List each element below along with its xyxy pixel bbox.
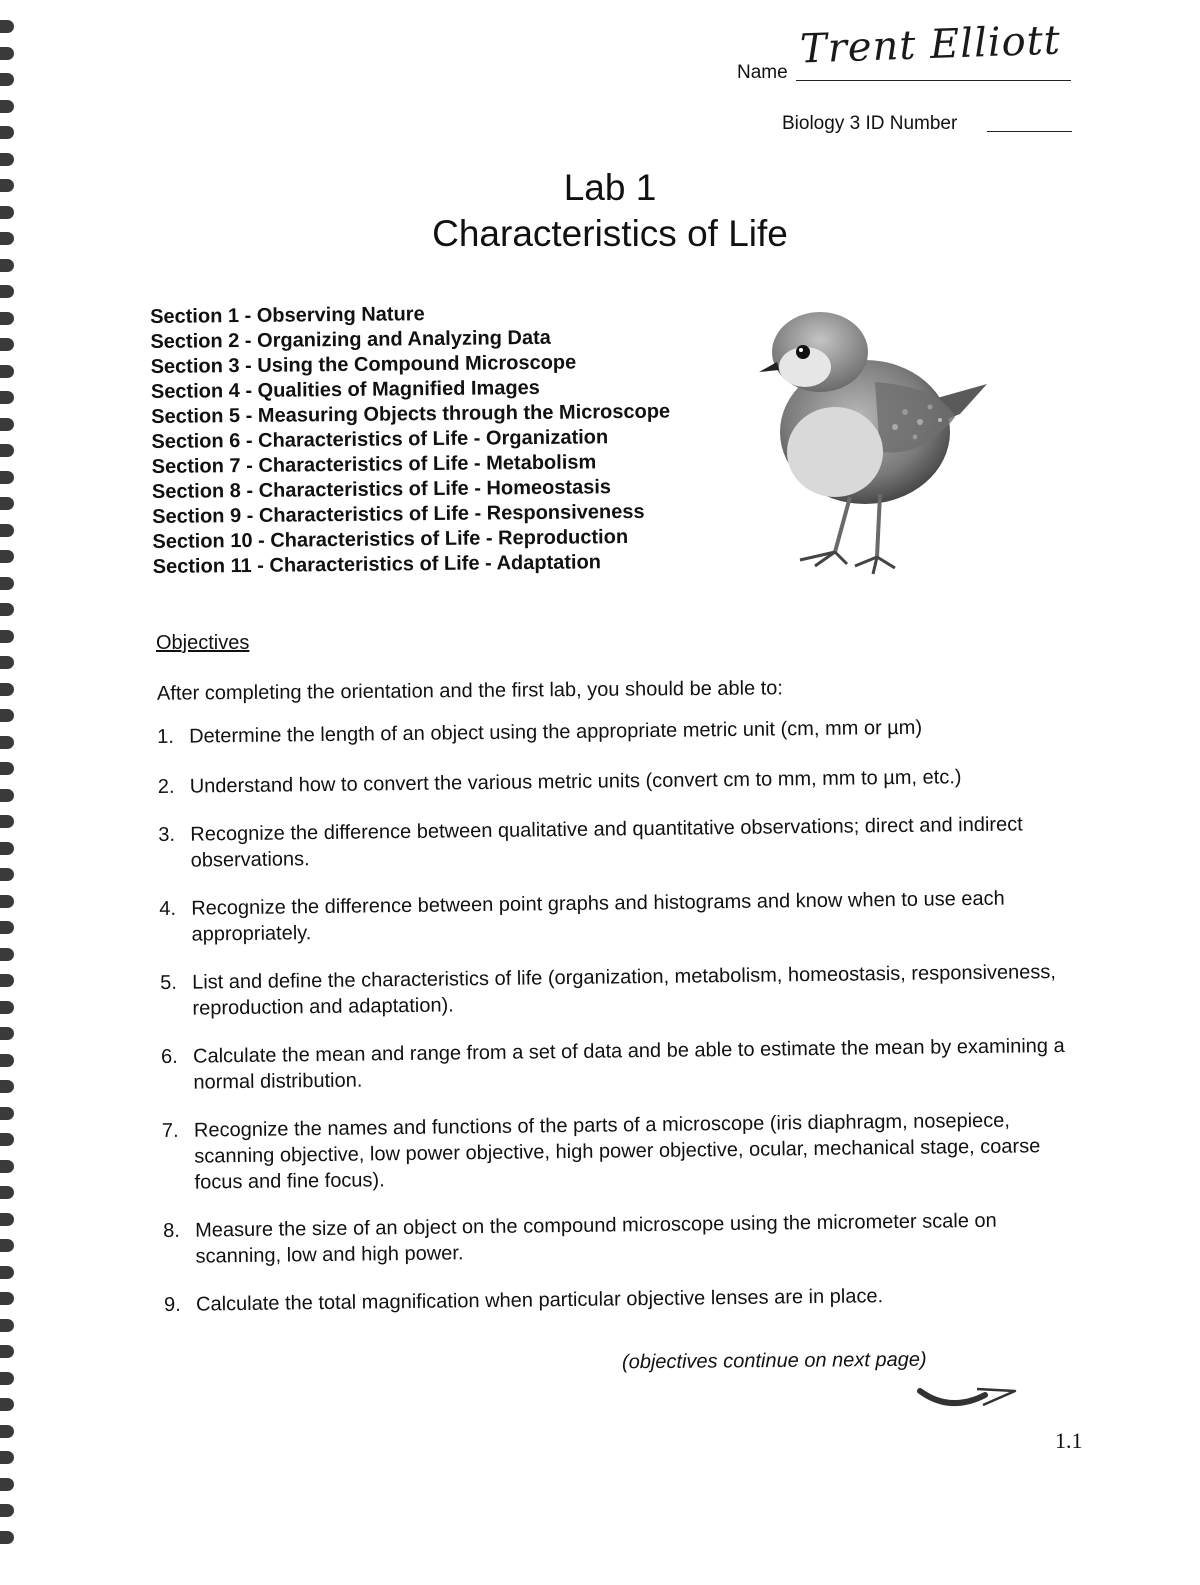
objective-text: List and define the characteristics of life (organization, metabolism, homeostasis, responsiveness, reproduction and adaptation). [192, 961, 1056, 1020]
section-item: Section 8 - Characteristics of Life - Homeostasis [151, 476, 612, 503]
objective-number: 9. [163, 1293, 181, 1316]
objective-number: 3. [158, 823, 176, 846]
binding-ring [0, 73, 14, 86]
binding-ring [0, 391, 14, 404]
objective-item [157, 713, 1077, 750]
binding-ring [0, 418, 14, 431]
objective-number: 1. [157, 725, 174, 748]
binding-ring [0, 1133, 14, 1146]
binding-ring [0, 1054, 14, 1067]
lab-subtitle: Characteristics of Life [432, 213, 788, 254]
objective-text: Understand how to convert the various metric units (convert cm to mm, mm to µm, etc.) [189, 766, 962, 798]
binding-ring [0, 921, 14, 934]
name-handwritten-value: Trent Elliott [799, 17, 1062, 73]
objective-item [164, 1281, 1084, 1318]
binding-ring [0, 444, 14, 457]
page-number: 1.1 [1055, 1428, 1083, 1453]
binding-ring [0, 603, 14, 616]
name-field-line [796, 80, 1071, 81]
objective-item [163, 1207, 1084, 1270]
binding-ring [0, 471, 14, 484]
section-item: Section 4 - Qualities of Magnified Images [150, 376, 540, 403]
binding-ring [0, 1425, 14, 1438]
curved-arrow-icon [915, 1383, 1025, 1413]
objective-number: 2. [157, 775, 175, 798]
id-number-label: Biology 3 ID Number [782, 113, 958, 134]
objective-number: 7. [161, 1119, 179, 1142]
section-item: Section 6 - Characteristics of Life - Organization [151, 426, 609, 453]
objectives-intro: After completing the orientation and the first lab, you should be able to: [156, 677, 784, 705]
binding-ring [0, 126, 14, 139]
binding-ring [0, 259, 14, 272]
section-list [150, 300, 672, 580]
section-item: Section 5 - Measuring Objects through the Microscope [151, 400, 671, 428]
binding-ring [0, 1451, 14, 1464]
objectives-list [157, 713, 1084, 1340]
continue-note: (objectives continue on next page) [621, 1348, 927, 1374]
binding-ring [0, 815, 14, 828]
binding-ring [0, 1319, 14, 1332]
binding-ring [0, 1504, 14, 1517]
objective-text: Calculate the mean and range from a set of data and be able to estimate the mean by examining a normal distribution. [192, 1034, 1065, 1094]
objectives-heading: Objectives [156, 632, 250, 654]
objective-text: Recognize the names and functions of the parts of a microscope (iris diaphragm, nosepiece, scanning objective, low power objective, high power objective, ocular, mechanical stage, coarse focus and fine focus). [193, 1109, 1041, 1194]
id-number-field-line [987, 131, 1072, 132]
binding-ring [0, 948, 14, 961]
binding-ring [0, 153, 14, 166]
binding-ring [0, 1186, 14, 1199]
binding-ring [0, 842, 14, 855]
binding-ring [0, 338, 14, 351]
binding-ring [0, 1398, 14, 1411]
binding-ring [0, 550, 14, 563]
binding-ring [0, 497, 14, 510]
binding-ring [0, 1372, 14, 1385]
binding-ring [0, 1080, 14, 1093]
binding-ring [0, 47, 14, 60]
objective-text: Determine the length of an object using the appropriate metric unit (cm, mm or µm) [189, 716, 923, 748]
objective-item [162, 1107, 1083, 1196]
objective-item [158, 763, 1078, 800]
binding-ring [0, 736, 14, 749]
binding-ring [0, 1531, 14, 1544]
objective-number: 6. [160, 1045, 178, 1068]
binding-ring [0, 974, 14, 987]
binding-ring [0, 1345, 14, 1358]
binding-ring [0, 1213, 14, 1226]
objective-number: 8. [163, 1219, 181, 1242]
section-item: Section 9 - Characteristics of Life - Responsiveness [152, 500, 645, 528]
lab-title: Lab 1 [563, 167, 657, 208]
objective-number: 5. [160, 971, 177, 994]
section-item: Section 2 - Organizing and Analyzing Data [150, 326, 551, 353]
binding-ring [0, 524, 14, 537]
binding-ring [0, 285, 14, 298]
binding-ring [0, 683, 14, 696]
objective-item [159, 885, 1080, 948]
section-item: Section 11 - Characteristics of Life - Adaptation [152, 551, 602, 578]
binding-ring [0, 1160, 14, 1173]
section-item: Section 3 - Using the Compound Microscope [150, 351, 577, 378]
objective-text: Recognize the difference between point graphs and histograms and know when to use each appropriately. [191, 887, 1005, 946]
objective-item [161, 1033, 1082, 1096]
binding-ring [0, 1266, 14, 1279]
objective-text: Recognize the difference between qualitative and quantitative observations; direct and indirect observations. [190, 813, 1023, 872]
section-item: Section 1 - Observing Nature [150, 303, 425, 328]
binding-ring [0, 312, 14, 325]
objective-number: 4. [159, 897, 177, 920]
binding-ring [0, 1478, 14, 1491]
objective-item [160, 959, 1081, 1022]
objective-text: Measure the size of an object on the compound microscope using the micrometer scale on scanning, low and high power. [195, 1209, 997, 1268]
binding-ring [0, 630, 14, 643]
section-item: Section 10 - Characteristics of Life - Reproduction [152, 526, 629, 553]
binding-ring [0, 868, 14, 881]
binding-ring [0, 20, 14, 33]
binding-ring [0, 656, 14, 669]
section-item: Section 7 - Characteristics of Life - Metabolism [151, 451, 597, 478]
binding-ring [0, 577, 14, 590]
binding-ring [0, 1027, 14, 1040]
binding-ring [0, 1001, 14, 1014]
binding-ring [0, 1107, 14, 1120]
binding-ring [0, 1292, 14, 1305]
binding-ring [0, 365, 14, 378]
binding-ring [0, 789, 14, 802]
objective-item [158, 811, 1079, 874]
binding-ring [0, 100, 14, 113]
name-label: Name [737, 62, 788, 83]
binding-ring [0, 762, 14, 775]
binding-ring [0, 1239, 14, 1252]
plover-bird-image [755, 302, 995, 582]
objective-text: Calculate the total magnification when particular objective lenses are in place. [195, 1285, 884, 1316]
binding-ring [0, 709, 14, 722]
binding-ring [0, 895, 14, 908]
